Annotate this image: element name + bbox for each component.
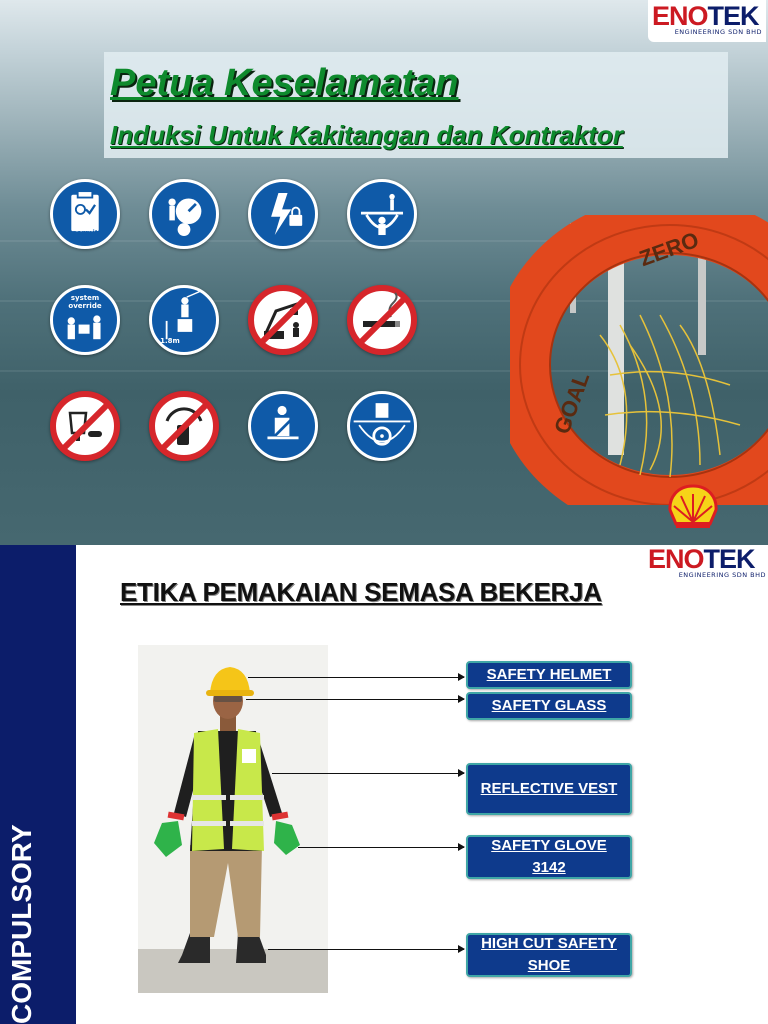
- no-phone-while-driving-icon: [149, 391, 219, 461]
- section-heading: ETIKA PEMAKAIAN SEMASA BEKERJA: [120, 577, 602, 607]
- enotek-logo: [648, 0, 766, 42]
- system-override-label: system override: [68, 294, 102, 310]
- side-bar: [0, 545, 76, 1024]
- logo-word-en: EN: [652, 1, 688, 31]
- logo-word-o: O: [687, 1, 708, 31]
- logo-word-tek: TEK: [703, 545, 755, 574]
- title-panel: [104, 52, 728, 158]
- life-ring-text: GOAL: [549, 368, 595, 438]
- confined-space-icon: [347, 179, 417, 249]
- slide-ppe-etiquette: [0, 545, 768, 1024]
- life-ring-icon: [510, 215, 768, 505]
- logo-subtitle: ENGINEERING SDN BHD: [674, 28, 762, 36]
- pointer-arrow: [268, 949, 464, 950]
- isolation-lock-icon: [248, 179, 318, 249]
- journey-management-icon: [347, 391, 417, 461]
- page-subtitle: Induksi Untuk Kakitangan dan Kontraktor: [110, 120, 623, 150]
- logo-word-en: EN: [648, 545, 684, 574]
- no-alcohol-drugs-icon: [50, 391, 120, 461]
- permit-label: permit: [71, 229, 99, 237]
- worker-figure: [138, 645, 328, 993]
- reflective-vest-label: REFLECTIVE VEST: [466, 763, 632, 815]
- safety-glove-label: SAFETY GLOVE 3142: [466, 835, 632, 879]
- high-cut-safety-shoe-label: HIGH CUT SAFETY SHOE: [466, 933, 632, 977]
- gas-test-icon: [149, 179, 219, 249]
- pointer-arrow: [298, 847, 464, 848]
- logo-word-tek: TEK: [707, 1, 759, 31]
- pointer-arrow: [272, 773, 464, 774]
- safety-helmet-label: SAFETY HELMET: [466, 661, 632, 689]
- safety-glass-label: SAFETY GLASS: [466, 692, 632, 720]
- worker-photo: [138, 645, 328, 993]
- permit-icon: [50, 179, 120, 249]
- seat-belt-icon: [248, 391, 318, 461]
- compulsory-label: COMPULSORY: [6, 824, 37, 1024]
- logo-wordmark: [652, 2, 762, 30]
- life-ring-image: [510, 215, 768, 505]
- pointer-arrow: [246, 699, 464, 700]
- no-smoking-icon: [347, 285, 417, 355]
- enotek-logo: [648, 545, 766, 585]
- no-walking-under-load-icon: [248, 285, 318, 355]
- shell-logo: [667, 484, 719, 530]
- logo-wordmark: [648, 545, 766, 573]
- life-ring-text: ZERO: [636, 226, 703, 272]
- logo-word-o: O: [683, 545, 704, 574]
- height-label: 1.8m: [160, 337, 180, 345]
- page-title: Petua Keselamatan: [110, 62, 459, 104]
- work-at-height-icon: [149, 285, 219, 355]
- system-override-icon: [50, 285, 120, 355]
- logo-subtitle: ENGINEERING SDN BHD: [678, 571, 766, 579]
- pointer-arrow: [248, 677, 464, 678]
